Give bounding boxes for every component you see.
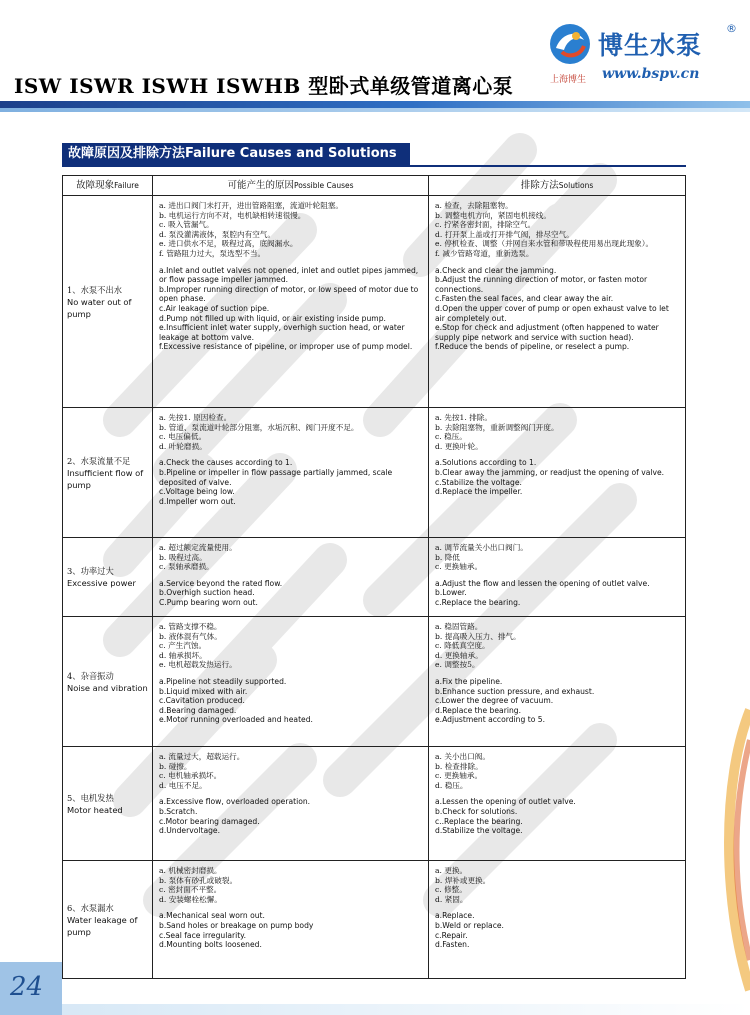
causes-en-item: d.Bearing damaged.: [159, 705, 237, 715]
solutions-en-item: a.Check and clear the jamming.: [435, 265, 557, 275]
solutions-cn-item: a. 检查，去除阻塞物。: [435, 201, 513, 210]
causes-cn-item: a. 流量过大，超载运行。: [159, 752, 245, 761]
solutions-en-item: c.Repair.: [435, 930, 468, 940]
solutions-cn-item: a. 先按1. 排除。: [435, 413, 492, 422]
header-divider-light: [0, 108, 750, 112]
solutions-cn-item: c. 降低真空度。: [435, 641, 490, 651]
causes-cn-item: c. 泵轴承磨损。: [159, 562, 214, 572]
causes-en-item: b.Scratch.: [159, 806, 198, 816]
causes-cn-item: b. 泵体有砂孔或破裂。: [159, 875, 238, 885]
causes-en-item: d.Impeller worn out.: [159, 496, 236, 506]
table-row: [63, 408, 685, 538]
solutions-cn-item: b. 提高吸入压力、排气。: [435, 631, 521, 641]
failure-en: Motor heated: [67, 804, 123, 815]
causes-cn-item: d. 电压不足。: [159, 780, 207, 790]
logo-brand-name: 博生水泵: [598, 31, 703, 60]
causes-cn-item: d. 安装螺栓松懈。: [159, 894, 222, 904]
causes-cn-item: e. 进口供水不足，吸程过高，底阀漏水。: [159, 239, 298, 249]
solutions-en-list: [435, 458, 679, 496]
solutions-en-item: b.Lower.: [435, 588, 467, 598]
failure-cn: 4、杂音振动: [67, 670, 114, 681]
causes-cn-item: b. 吸程过高。: [159, 552, 207, 562]
failure-table: [62, 175, 686, 979]
causes-en-item: e.Insufficient inlet water supply, overhigh suction head, or water leakage at bottom valve.: [159, 323, 405, 342]
solutions-en-item: c..Replace the bearing.: [435, 816, 523, 826]
causes-en-item: b.Sand holes or breakage on pump body: [159, 920, 314, 930]
causes-cn-item: b. 电机运行方向不对，电机缺相转速很慢。: [159, 210, 306, 220]
solutions-en-item: c.Lower the degree of vacuum.: [435, 696, 554, 706]
table-row: [63, 617, 685, 747]
causes-cn-list: [159, 543, 422, 572]
causes-en-item: b.Liquid mixed with air.: [159, 686, 248, 696]
failure-en: Excessive power: [67, 578, 136, 588]
causes-cn-list: [159, 622, 422, 670]
causes-en-item: a.Check the causes according to 1.: [159, 458, 293, 468]
section-rule: [62, 165, 686, 167]
causes-cn-item: e. 电机超载发热运行。: [159, 660, 237, 670]
header-solutions: [429, 176, 685, 195]
solutions-en-list: [435, 677, 679, 725]
causes-en-list: [159, 266, 422, 352]
causes-cn-item: c. 密封面不平整。: [159, 885, 222, 895]
solutions-cn-item: c. 稳压。: [435, 432, 467, 442]
solutions-cn-list: [435, 201, 679, 259]
solutions-cell: [429, 617, 685, 746]
solutions-cn-item: b. 降低: [435, 552, 460, 562]
causes-en-list: [159, 579, 422, 608]
solutions-cn-item: e. 停机检查、调整（并网自来水管和带吸程使用易出现此现象）。: [435, 239, 654, 249]
causes-cell: [153, 538, 429, 616]
header-failure-cn: 故障现象: [76, 179, 115, 191]
solutions-en-item: d.Stabilize the voltage.: [435, 826, 523, 836]
solutions-en-item: b.Enhance suction pressure, and exhaust.: [435, 686, 595, 696]
decorative-swirl: [712, 700, 750, 1000]
failure-cn: 6、水泵漏水: [67, 902, 114, 913]
causes-en-item: a.Pipeline not steadily supported.: [159, 676, 287, 686]
causes-cn-item: a. 管路支撑不稳。: [159, 622, 222, 631]
failure-cell: [63, 861, 153, 978]
failure-cn: 1、水泵不出水: [67, 284, 123, 295]
solutions-en-item: c.Stabilize the voltage.: [435, 477, 522, 487]
causes-en-item: b.Improper running direction of motor, or low speed of motor due to open phase.: [159, 284, 419, 304]
solutions-en-list: [435, 579, 679, 608]
failure-cell: [63, 196, 153, 407]
solutions-cn-list: [435, 752, 679, 790]
solutions-cell: [429, 861, 685, 978]
solutions-cn-list: [435, 543, 679, 572]
causes-cn-item: c. 吸入管漏气。: [159, 220, 214, 230]
solutions-cn-item: f. 减少管路弯道，重新选泵。: [435, 248, 534, 258]
solutions-cn-item: d. 紧固。: [435, 894, 468, 904]
failure-cell: [63, 617, 153, 746]
solutions-cn-item: a. 更换。: [435, 866, 468, 875]
solutions-cn-item: d. 稳压。: [435, 780, 468, 790]
causes-cn-item: d. 叶轮磨损。: [159, 441, 207, 451]
solutions-en-item: e.Adjustment according to 5.: [435, 715, 545, 725]
solutions-cn-item: b. 焊补或更换。: [435, 875, 491, 885]
causes-cn-item: f. 管路阻力过大，泵选型不当。: [159, 248, 266, 258]
failure-cn: 2、水泵流量不足: [67, 455, 131, 466]
solutions-cn-item: b. 检查排除。: [435, 761, 483, 771]
solutions-cn-item: a. 关小出口阀。: [435, 752, 490, 761]
solutions-cell: [429, 747, 685, 860]
solutions-en-item: a.Replace.: [435, 911, 475, 921]
solutions-en-item: e.Stop for check and adjustment (often happened to water supply pipe network and service with suction head).: [435, 323, 659, 342]
solutions-en-item: a.Fix the pipeline.: [435, 676, 503, 686]
failure-cell: [63, 747, 153, 860]
logo-emblem-icon: [548, 22, 592, 66]
solutions-en-list: [435, 797, 679, 835]
solutions-cn-item: d. 更换叶轮。: [435, 441, 483, 451]
failure-en: No water out of pump: [67, 296, 132, 319]
causes-cell: [153, 747, 429, 860]
causes-en-list: [159, 458, 422, 506]
solutions-cn-list: [435, 413, 679, 451]
solutions-en-item: b.Weld or replace.: [435, 920, 504, 930]
solutions-cn-item: b. 调整电机方向，紧固电机接线。: [435, 210, 551, 220]
solutions-cell: [429, 196, 685, 407]
failure-en: Noise and vibration: [67, 682, 148, 693]
logo-url: www.bspv.cn: [602, 66, 700, 82]
causes-cn-item: a. 先按1. 原因检查。: [159, 413, 232, 422]
causes-en-item: a.Inlet and outlet valves not opened, inlet and outlet pipes jammed, or flow passage impeller jammed.: [159, 265, 419, 285]
causes-cn-list: [159, 201, 422, 259]
footer-strip: [62, 1004, 750, 1015]
causes-cn-list: [159, 413, 422, 451]
causes-cell: [153, 408, 429, 537]
solutions-cn-item: c. 更换轴承。: [435, 562, 483, 572]
solutions-en-item: b.Check for solutions.: [435, 806, 518, 816]
causes-en-item: d.Mounting bolts loosened.: [159, 940, 262, 950]
causes-cn-list: [159, 752, 422, 790]
solutions-en-list: [435, 266, 679, 352]
causes-cn-item: a. 进出口阀门未打开，进出管路阻塞，流道叶轮阻塞。: [159, 201, 344, 210]
solutions-cell: [429, 408, 685, 537]
failure-cn: 5、电机发热: [67, 792, 114, 803]
solutions-en-item: d.Replace the impeller.: [435, 487, 523, 497]
solutions-cn-item: e. 调整按5。: [435, 660, 480, 670]
causes-cn-list: [159, 866, 422, 904]
section-heading: 故障原因及排除方法Failure Causes and Solutions: [62, 143, 410, 165]
solutions-cn-item: d. 打开泵上盖或打开排气阀，排尽空气。: [435, 229, 574, 239]
causes-en-list: [159, 911, 422, 949]
causes-en-item: c.Air leakage of suction pipe.: [159, 303, 270, 313]
logo-subtitle: 上海博生: [550, 75, 587, 85]
failure-cell: [63, 408, 153, 537]
causes-en-item: d.Undervoltage.: [159, 826, 221, 836]
causes-en-item: c.Voltage being low.: [159, 487, 235, 497]
causes-en-item: b.Pipeline or impeller in flow passage partially jammed, scale deposited of valve.: [159, 467, 393, 487]
header-divider: [0, 101, 750, 108]
header-failure-en: Failure: [114, 180, 139, 190]
table-header-row: [63, 176, 685, 196]
table-row: [63, 747, 685, 861]
failure-en: Insufficient flow of pump: [67, 467, 144, 490]
brand-logo: [546, 20, 746, 90]
solutions-en-item: c.Fasten the seal faces, and clear away the air.: [435, 294, 614, 304]
causes-cell: [153, 617, 429, 746]
solutions-cn-item: c. 修整。: [435, 885, 467, 895]
solutions-en-item: d.Replace the bearing.: [435, 705, 521, 715]
table-row: [63, 196, 685, 408]
solutions-en-item: b.Clear away the jamming, or readjust the opening of valve.: [435, 467, 665, 477]
page-title: ISW ISWR ISWH ISWHB 型卧式单级管道离心泵: [14, 74, 514, 98]
solutions-cn-item: c. 拧紧各密封面，排除空气。: [435, 220, 536, 230]
causes-en-item: c.Cavitation produced.: [159, 696, 245, 706]
solutions-en-item: a.Adjust the flow and lessen the opening of outlet valve.: [435, 578, 650, 588]
failure-cell: [63, 538, 153, 616]
causes-en-item: C.Pump bearing worn out.: [159, 597, 258, 607]
solutions-cn-list: [435, 866, 679, 904]
causes-cell: [153, 861, 429, 978]
page-number: 24: [10, 972, 44, 1002]
registered-mark: ®: [726, 22, 737, 35]
causes-en-item: d.Pump not filled up with liquid, or air existing inside pump.: [159, 313, 386, 323]
causes-cn-item: b. 管道、泵流道叶轮部分阻塞，水垢沉积、阀门开度不足。: [159, 422, 359, 432]
causes-en-item: c.Motor bearing damaged.: [159, 816, 260, 826]
solutions-cn-item: b. 去除阻塞物，重新调整阀门开度。: [435, 422, 559, 432]
solutions-cn-item: d. 更换轴承。: [435, 650, 483, 660]
causes-en-item: e.Motor running overloaded and heated.: [159, 715, 313, 725]
header-causes-cn: 可能产生的原因: [227, 179, 294, 191]
solutions-en-item: d.Fasten.: [435, 940, 470, 950]
causes-cell: [153, 196, 429, 407]
solutions-en-list: [435, 911, 679, 949]
failure-cn: 3、功率过大: [67, 566, 114, 576]
solutions-en-item: a.Lessen the opening of outlet valve.: [435, 797, 576, 807]
causes-en-item: b.Overhigh suction head.: [159, 588, 255, 598]
solutions-cn-list: [435, 622, 679, 670]
solutions-cn-item: a. 调节流量关小出口阀门。: [435, 543, 528, 552]
causes-cn-item: c. 电压偏低。: [159, 432, 207, 442]
causes-cn-item: b. 碰擦。: [159, 761, 192, 771]
causes-cn-item: b. 液体混有气体。: [159, 631, 222, 641]
causes-cn-item: a. 机械密封磨损。: [159, 866, 222, 875]
solutions-en-item: d.Open the upper cover of pump or open exhaust valve to let air completely out.: [435, 303, 669, 323]
causes-en-item: f.Excessive resistance of pipeline, or improper use of pump model.: [159, 342, 413, 352]
solutions-en-item: f.Reduce the bends of pipeline, or reselect a pump.: [435, 342, 630, 352]
causes-cn-item: c. 产生汽蚀。: [159, 641, 207, 651]
solutions-cell: [429, 538, 685, 616]
header-causes-en: Possible Causes: [293, 180, 354, 190]
causes-cn-item: a. 超过额定流量使用。: [159, 543, 237, 552]
solutions-cn-item: a. 稳固管路。: [435, 622, 483, 631]
header-causes: [153, 176, 429, 195]
causes-cn-item: d. 轴承损坏。: [159, 650, 207, 660]
header-solutions-en: Solutions: [558, 180, 594, 190]
causes-en-item: a.Excessive flow, overloaded operation.: [159, 797, 311, 807]
causes-en-list: [159, 677, 422, 725]
causes-en-item: a.Mechanical seal worn out.: [159, 911, 265, 921]
header-solutions-cn: 排除方法: [520, 179, 559, 191]
solutions-en-item: b.Adjust the running direction of motor, or fasten motor connections.: [435, 275, 648, 294]
causes-cn-item: d. 泵没灌满液体，泵腔内有空气。: [159, 229, 275, 239]
header-failure: [63, 176, 153, 195]
page-header: [0, 0, 750, 112]
causes-en-list: [159, 797, 422, 835]
failure-en: Water leakage of pump: [67, 914, 138, 937]
causes-en-item: c.Seal face irregularity.: [159, 930, 247, 940]
solutions-cn-item: c. 更换轴承。: [435, 771, 483, 781]
causes-cn-item: c. 电机轴承损坏。: [159, 771, 222, 781]
table-row: [63, 538, 685, 617]
solutions-en-item: c.Replace the bearing.: [435, 597, 521, 607]
table-row: [63, 861, 685, 978]
causes-en-item: a.Service beyond the rated flow.: [159, 578, 283, 588]
solutions-en-item: a.Solutions according to 1.: [435, 458, 537, 468]
